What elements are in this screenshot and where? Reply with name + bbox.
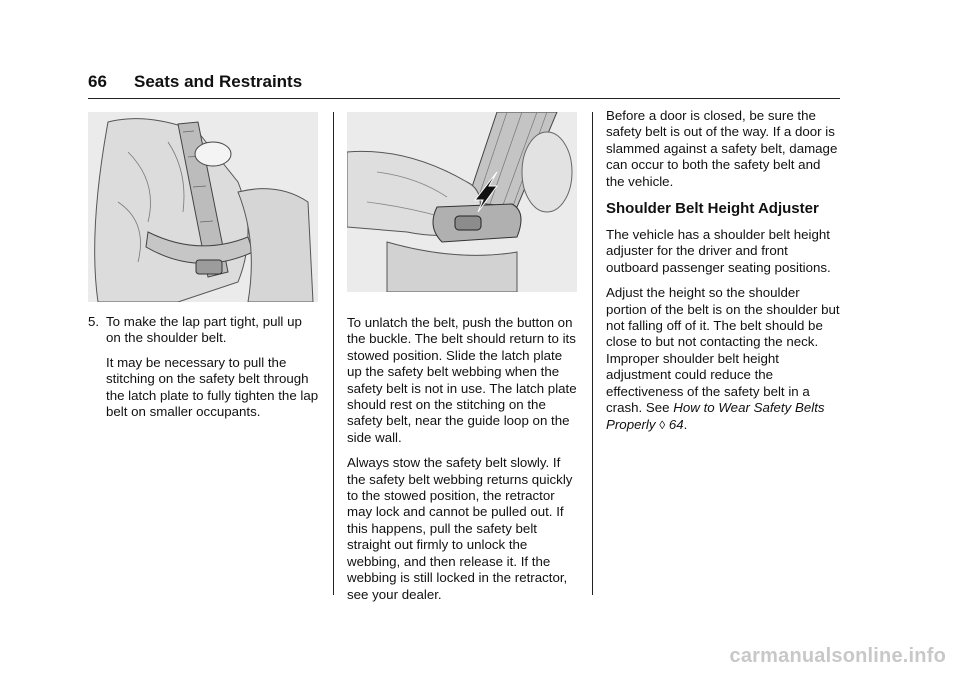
column-divider-1 <box>333 112 334 595</box>
column-2 <box>347 112 579 612</box>
adjust-height-paragraph <box>606 285 840 433</box>
page-header <box>88 72 840 98</box>
sentence-end: . <box>683 416 688 432</box>
adjuster-paragraph: The vehicle has a shoulder belt height adjuster for the driver and front outboard passenger seating positions. <box>606 227 831 275</box>
illustration-buckle-release <box>347 112 577 292</box>
step-number: 5. <box>88 314 100 329</box>
header-rule <box>88 98 840 99</box>
door-paragraph: Before a door is closed, be sure the safety belt is out of the way. If a door is slammed against a safety belt, damage can occur to both the safety belt and the vehicle. <box>606 108 838 189</box>
page-reference-icon: ◊ <box>659 417 666 432</box>
column-3 <box>606 108 840 442</box>
step-body <box>106 314 320 428</box>
page-number: 66 <box>88 72 107 91</box>
column-divider-2 <box>592 112 593 595</box>
watermark: carmanualsonline.info <box>729 645 946 667</box>
column-1 <box>88 112 320 428</box>
buckle-release-illustration <box>347 112 577 292</box>
unlatch-paragraph: To unlatch the belt, push the button on the buckle. The belt should return to its stowed position. Slide the latch plate up the safety belt webbing when the safety belt is not in use. The latch plate should rest on the stitching on the safety belt, near the guide loop on the side wall. <box>347 315 577 445</box>
step-text: To make the lap part tight, pull up on the shoulder belt. <box>106 314 302 346</box>
adjust-height-text: Adjust the height so the shoulder portion of the belt is on the shoulder but not falling off of it. The belt should be close to but not contacting the neck. Improper shoulder belt height adjustment could reduce the effectiveness of the safety belt in a crash. See <box>606 285 840 416</box>
xref-page[interactable]: 64 <box>668 416 684 432</box>
xref-title[interactable]: How to Wear Safety Belts Properly <box>606 400 825 432</box>
step-note: It may be necessary to pull the stitching on the safety belt through the latch plate to fully tighten the lap belt on smaller occupants. <box>106 354 319 420</box>
unlatch-text <box>347 315 579 603</box>
section-title: Seats and Restraints <box>134 72 303 91</box>
stow-paragraph: Always stow the safety belt slowly. If the safety belt webbing returns quickly to the stowed position, the retractor may lock and cannot be pulled out. If this happens, pull the safety belt straight out firmly to unlock the webbing, and then release it. If the webbing is still locked in the retractor, see your dealer. <box>347 455 573 602</box>
illustration-lap-belt <box>88 112 318 302</box>
lap-belt-illustration <box>88 112 318 302</box>
step-5 <box>88 314 320 428</box>
subheading-height-adjuster: Shoulder Belt Height Adjuster <box>606 200 819 218</box>
